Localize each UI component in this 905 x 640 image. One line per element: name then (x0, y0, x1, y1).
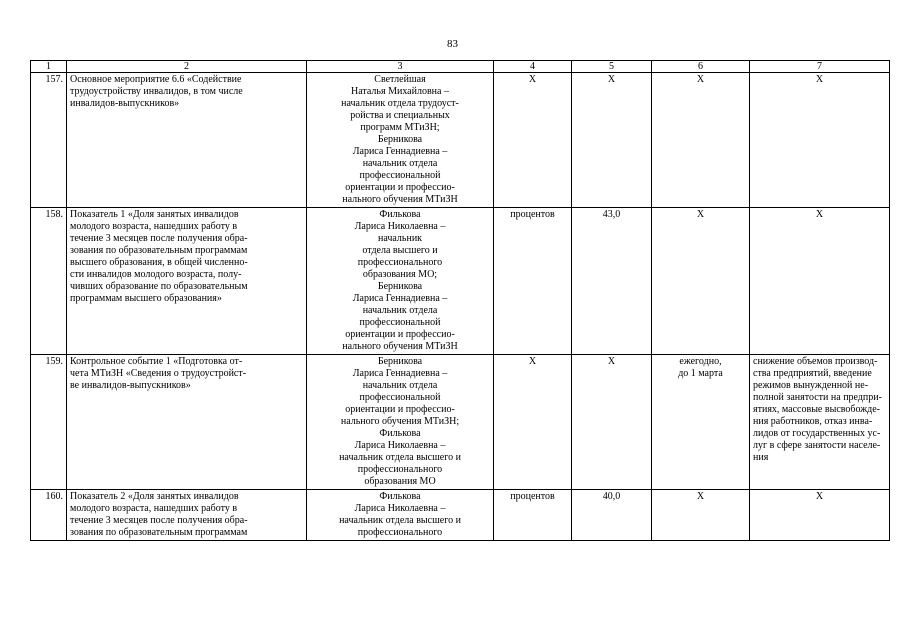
risk-line: X (815, 74, 824, 85)
responsible-line: Лариса Николаевна – (354, 221, 446, 232)
risk-line: ятиях, массовые высвобожде- (753, 404, 881, 415)
description-line: Показатель 1 «Доля занятых инвалидов (70, 209, 239, 220)
description-line: инвалидов-выпускников» (70, 98, 180, 109)
description-line: чивших образование по образовательным (70, 281, 248, 292)
responsible-line: Лариса Николаевна – (354, 440, 446, 451)
term-line: ежегодно, (679, 356, 722, 367)
term-line: до 1 марта (678, 368, 723, 379)
responsible-line: ориентации и профессио- (345, 404, 455, 415)
description-line: Показатель 2 «Доля занятых инвалидов (70, 491, 239, 502)
row-value: 40,0 (572, 490, 652, 541)
description-line: зования по образовательным программам (70, 527, 248, 538)
row-responsible (307, 490, 494, 541)
header-col-4: 4 (494, 61, 572, 73)
row-responsible (307, 355, 494, 490)
row-description (67, 355, 307, 490)
row-value: X (572, 73, 652, 208)
page-number: 83 (447, 38, 458, 50)
table-row (31, 73, 890, 208)
risk-line: ния (753, 452, 769, 463)
responsible-line: начальник отдела (362, 380, 438, 391)
row-term (652, 73, 750, 208)
responsible-line: начальник отдела трудоуст- (341, 98, 459, 109)
row-term (652, 208, 750, 355)
table-body (31, 73, 890, 541)
row-risk (750, 355, 890, 490)
responsible-line: Филькова (379, 491, 421, 502)
term-line: X (696, 209, 705, 220)
row-unit: процентов (494, 490, 572, 541)
responsible-line: начальник отдела высшего и (339, 452, 461, 463)
row-number: 160. (31, 490, 67, 541)
responsible-line: отдела высшего и (362, 245, 438, 256)
responsible-line: Лариса Николаевна – (354, 503, 446, 514)
row-number: 158. (31, 208, 67, 355)
row-term (652, 490, 750, 541)
row-term (652, 355, 750, 490)
responsible-line: нального обучения МТиЗН (342, 341, 458, 352)
description-line: течение 3 месяцев после получения обра- (70, 233, 248, 244)
responsible-line: Лариса Геннадиевна – (352, 293, 448, 304)
responsible-line: начальник отдела (362, 158, 438, 169)
responsible-line: нального обучения МТиЗН; (340, 416, 460, 427)
row-description (67, 208, 307, 355)
description-line: зования по образовательным программам (70, 245, 248, 256)
row-unit: X (494, 73, 572, 208)
responsible-line: профессионального (357, 527, 443, 538)
responsible-line: профессионального (357, 257, 443, 268)
responsible-line: профессиональной (359, 392, 441, 403)
risk-line: лидов от государственных ус- (753, 428, 881, 439)
risk-line: полной занятости на предпри- (753, 392, 882, 403)
risk-line: ства предприятий, введение (753, 368, 872, 379)
row-unit: X (494, 355, 572, 490)
header-col-2: 2 (67, 61, 307, 73)
responsible-line: профессиональной (359, 170, 441, 181)
description-line: высшего образования, в общей численно- (70, 257, 248, 268)
description-line: молодого возраста, нашедших работу в (70, 221, 238, 232)
responsible-line: образования МО (364, 476, 436, 487)
row-number: 157. (31, 73, 67, 208)
responsible-line: профессиональной (359, 317, 441, 328)
risk-line: X (815, 491, 824, 502)
responsible-line: ориентации и профессио- (345, 329, 455, 340)
description-line: Основное мероприятие 6.6 «Содействие (70, 74, 242, 85)
description-line: Контрольное событие 1 «Подготовка от- (70, 356, 243, 367)
responsible-line: Филькова (379, 428, 421, 439)
header-col-7: 7 (750, 61, 890, 73)
responsible-line: ориентации и профессио- (345, 182, 455, 193)
header-row (31, 61, 890, 73)
table-row (31, 208, 890, 355)
plan-table (30, 60, 890, 541)
description-line: ве инвалидов-выпускников» (70, 380, 191, 391)
responsible-line: программ МТиЗН; (360, 122, 440, 133)
table-row (31, 490, 890, 541)
risk-line: режимов вынужденной не- (753, 380, 869, 391)
header-col-6: 6 (652, 61, 750, 73)
responsible-line: Филькова (379, 209, 421, 220)
risk-line: луг в сфере занятости населе- (753, 440, 881, 451)
term-line: X (696, 491, 705, 502)
row-number: 159. (31, 355, 67, 490)
responsible-line: Берникова (377, 356, 423, 367)
header-col-5: 5 (572, 61, 652, 73)
description-line: чета МТиЗН «Сведения о трудоустройст- (70, 368, 247, 379)
risk-line: снижение объемов производ- (753, 356, 878, 367)
responsible-line: начальник (377, 233, 423, 244)
responsible-line: Светлейшая (374, 74, 426, 85)
description-line: программам высшего образования» (70, 293, 222, 304)
row-description (67, 490, 307, 541)
responsible-line: нального обучения МТиЗН (342, 194, 458, 205)
responsible-line: Берникова (377, 281, 423, 292)
responsible-line: образования МО; (362, 269, 438, 280)
responsible-line: начальник отдела (362, 305, 438, 316)
risk-line: X (815, 209, 824, 220)
row-risk (750, 208, 890, 355)
description-line: молодого возраста, нашедших работу в (70, 503, 238, 514)
responsible-line: Берникова (377, 134, 423, 145)
responsible-line: ройства и специальных (350, 110, 450, 121)
responsible-line: начальник отдела высшего и (339, 515, 461, 526)
row-value: 43,0 (572, 208, 652, 355)
row-unit: процентов (494, 208, 572, 355)
row-responsible (307, 208, 494, 355)
table-header (31, 61, 890, 73)
row-description (67, 73, 307, 208)
responsible-line: Лариса Геннадиевна – (352, 146, 448, 157)
row-risk (750, 73, 890, 208)
responsible-line: Наталья Михайловна – (351, 86, 449, 97)
description-line: течение 3 месяцев после получения обра- (70, 515, 248, 526)
table-row (31, 355, 890, 490)
term-line: X (696, 74, 705, 85)
responsible-line: профессионального (357, 464, 443, 475)
header-col-1: 1 (31, 61, 67, 73)
row-risk (750, 490, 890, 541)
description-line: сти инвалидов молодого возраста, полу- (70, 269, 242, 280)
header-col-3: 3 (307, 61, 494, 73)
row-responsible (307, 73, 494, 208)
risk-line: ния работников, отказ инва- (753, 416, 873, 427)
description-line: трудоустройству инвалидов, в том числе (70, 86, 243, 97)
row-value: X (572, 355, 652, 490)
responsible-line: Лариса Геннадиевна – (352, 368, 448, 379)
